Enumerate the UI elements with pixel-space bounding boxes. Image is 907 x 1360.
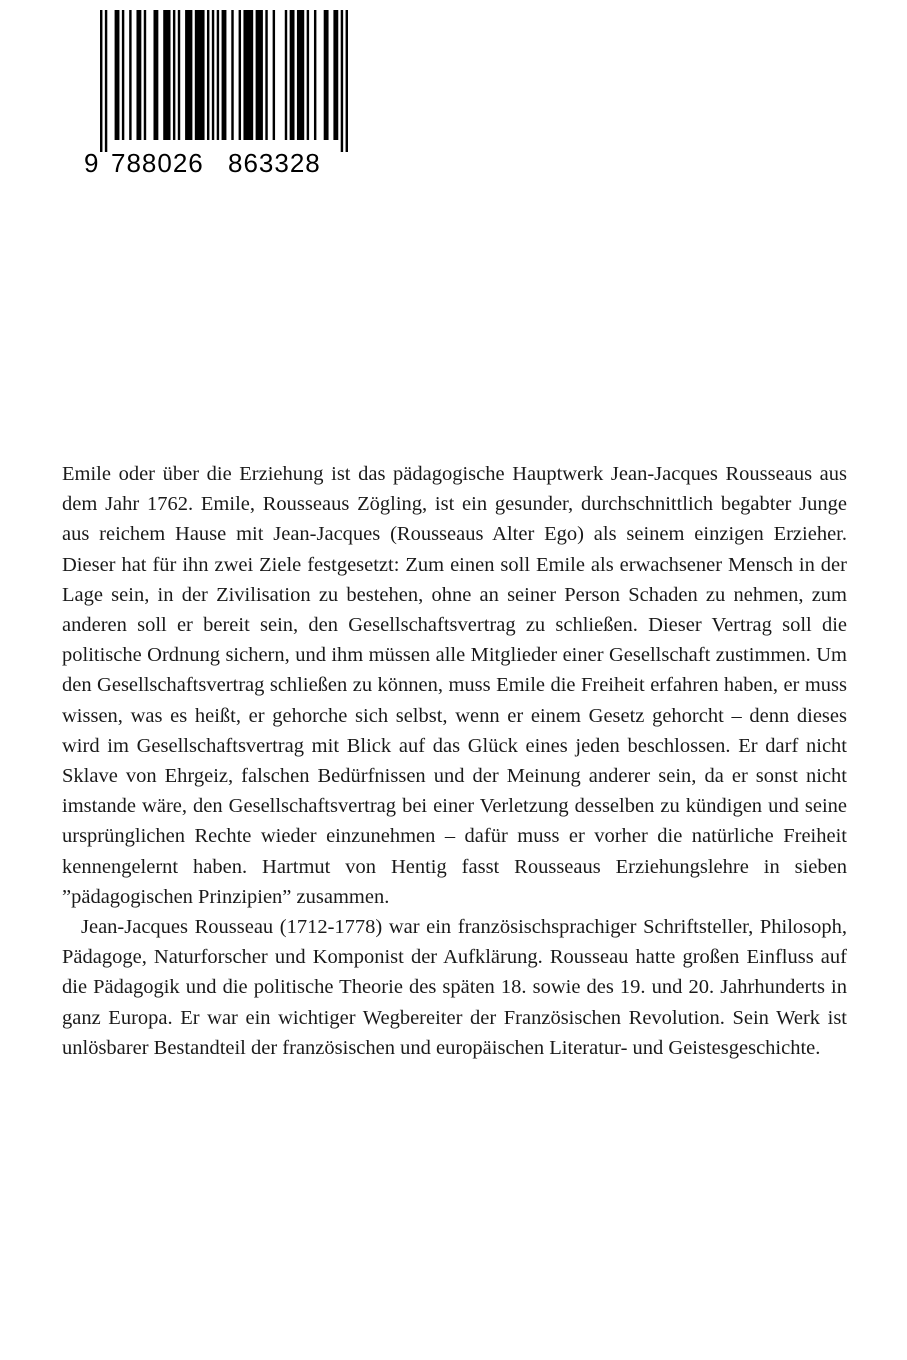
barcode-bar: [136, 10, 141, 140]
barcode-bar: [100, 10, 102, 152]
barcode-bar: [333, 10, 338, 140]
blurb-paragraph-1: Emile oder über die Erziehung ist das pädagogische Hauptwerk Jean-Jacques Rousseaus aus dem Jahr 1762. Emile, Rousseaus Zögling, ist ein gesunder, durchschnittlich begabter Junge aus reichem Hause mit Jean-Jacques (Rousseaus Alter Ego) als seinem einzigen Erzieher. Dieser hat für ihn zwei Ziele festgesetzt: Zum einen soll Emile als erwachsener Mensch in der Lage sein, in der Zivilisation zu bestehen, ohne an seiner Person Schaden zu nehmen, zum anderen soll er bereit sein, den Gesellschaftsvertrag zu schließen. Dieser Vertrag soll die politische Ordnung sichern, und ihm müssen alle Mitglieder einer Gesellschaft zustimmen. Um den Gesellschaftsvertrag schließen zu können, muss Emile die Freiheit erfahren haben, er muss wissen, was es heißt, er gehorche sich selbst, wenn er einem Gesetz gehorcht – denn dieses wird im Gesellschaftsvertrag mit Blick auf das Glück eines jeden beschlossen. Er darf nicht Sklave von Ehrgeiz, falschen Bedürfnissen und der Meinung anderer sein, da er sonst nicht imstande wäre, den Gesellschaftsvertrag bei einer Verletzung desselben zu kündigen und seine ursprünglichen Rechte wieder einzunehmen – dafür muss er vorher die natürliche Freiheit kennengelernt haben. Hartmut von Hentig fasst Rousseaus Erziehungslehre in sieben ”pädagogischen Prinzipien” zusammen.: [62, 463, 847, 908]
barcode-bar: [290, 10, 295, 140]
barcode-bar: [115, 10, 120, 140]
barcode-bar: [239, 10, 241, 140]
barcode-bars: [100, 10, 348, 152]
barcode-bar: [195, 10, 205, 140]
barcode-bar: [231, 10, 233, 140]
back-cover-blurb: [62, 459, 847, 1063]
barcode-bar: [212, 10, 214, 140]
barcode-bar: [314, 10, 316, 140]
barcode-bar: [346, 10, 348, 152]
barcode-digits: [84, 148, 348, 178]
barcode-bar: [222, 10, 227, 140]
barcode-bar: [178, 10, 180, 140]
barcode-bar: [243, 10, 253, 140]
barcode-digit-first: 9: [84, 148, 99, 178]
isbn-barcode: [84, 10, 348, 178]
barcode-bar: [273, 10, 275, 140]
barcode-bar: [144, 10, 146, 140]
barcode-bar: [307, 10, 309, 140]
barcode-bar: [105, 10, 107, 152]
barcode-bar: [153, 10, 158, 140]
barcode-bar: [163, 10, 170, 140]
barcode-bar: [256, 10, 263, 140]
barcode-bar: [217, 10, 219, 140]
barcode-bar: [207, 10, 209, 140]
barcode-digit-group-right: 863328: [228, 148, 321, 178]
barcode-bar: [285, 10, 287, 140]
blurb-paragraph-2: Jean-Jacques Rousseau (1712-1778) war ein französischsprachiger Schriftsteller, Philosoph, Pädagoge, Naturforscher und Komponist der Aufklärung. Rousseau hatte großen Einfluss auf die Pädagogik und die politische Theorie des späten 18. sowie des 19. und 20. Jahrhunderts in ganz Europa. Er war ein wichtiger Wegbereiter der Französischen Revolution. Sein Werk ist unlösbarer Bestandteil der französischen und europäischen Literatur- und Geistesgeschichte.: [62, 916, 847, 1059]
barcode-bar: [129, 10, 131, 140]
barcode-bar: [173, 10, 175, 140]
barcode-bar: [297, 10, 304, 140]
barcode-digit-group-left: 788026: [111, 148, 204, 178]
barcode-bar: [265, 10, 267, 140]
barcode-bar: [324, 10, 329, 140]
barcode-bar: [185, 10, 192, 140]
barcode-bar: [122, 10, 124, 140]
barcode-bar: [341, 10, 343, 152]
